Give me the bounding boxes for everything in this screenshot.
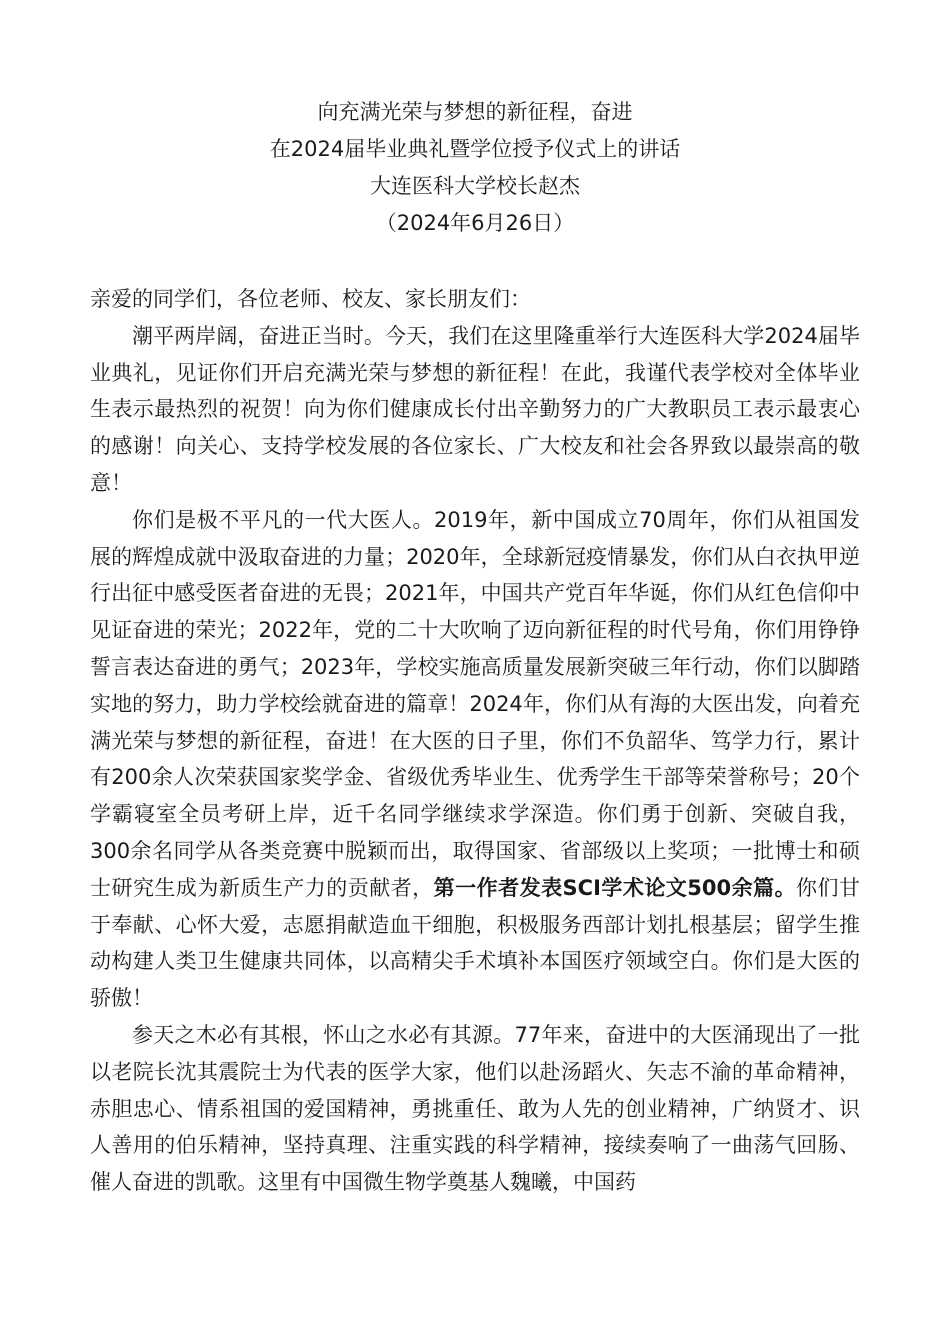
paragraph-1: 潮平两岸阔，奋进正当时。今天，我们在这里隆重举行大连医科大学2024届毕业典礼，见证你们开启充满光荣与梦想的新征程！在此，我谨代表学校对全体毕业生表示最热烈的祝贺！向为你们健康成长付出辛勤努力的广大教职员工表示最衷心的感谢！向关心、支持学校发展的各位家长、广大校友和社会各界致以最崇高的敬意！ xyxy=(90,323,860,495)
speech-date: （2024年6月26日） xyxy=(375,211,575,235)
paragraph-2 xyxy=(90,502,860,1017)
paragraph-3: 参天之木必有其根，怀山之水必有其源。77年来，奋进中的大医涌现出了一批以老院长沈其震院士为代表的医学大家，他们以赴汤蹈火、矢志不渝的革命精神，赤胆忠心、情系祖国的爱国精神，勇挑重任、敢为人先的创业精神，广纳贤才、识人善用的伯乐精神，坚持真理、注重实践的科学精神，接续奏响了一曲荡气回肠、催人奋进的凯歌。这里有中国微生物学奠基人魏曦，中国药 xyxy=(90,1022,860,1195)
speaker-name: 大连医科大学校长赵杰 xyxy=(370,174,580,198)
speech-title: 向充满光荣与梦想的新征程，奋进 xyxy=(317,100,633,124)
speech-header xyxy=(0,94,950,242)
paragraph-2-text-b: 你们甘于奉献、心怀大爱，志愿捐献造血干细胞，积极服务西部计划扎根基层；留学生推动构建人类卫生健康共同体，以高精尖手术填补本国医疗领域空白。你们是大医的骄傲！ xyxy=(90,875,861,1011)
paragraph-2-bold-text: 第一作者发表SCI学术论文500余篇。 xyxy=(433,875,797,900)
speech-body xyxy=(90,281,860,1201)
greeting: 亲爱的同学们，各位老师、校友、家长朋友们： xyxy=(90,287,531,311)
paragraph-2-text-a: 你们是极不平凡的一代大医人。2019年，新中国成立70周年，你们从祖国发展的辉煌成就中汲取奋进的力量；2020年，全球新冠疫情暴发，你们从白衣执甲逆行出征中感受医者奋进的无畏；2021年，中国共产党百年华诞，你们从红色信仰中见证奋进的荣光；2022年，党的二十大吹响了迈向新征程的时代号角，你们用铮铮誓言表达奋进的勇气；2023年，学校实施高质量发展新突破三年行动，你们以脚踏实地的努力，助力学校绘就奋进的篇章！2024年，你们从有海的大医出发，向着充满光荣与梦想的新征程，奋进！在大医的日子里，你们不负韶华、笃学力行，累计有200余人次荣获国家奖学金、省级优秀毕业生、优秀学生干部等荣誉称号；20个学霸寝室全员考研上岸，近千名同学继续求学深造。你们勇于创新、突破自我，300余名同学从各类竞赛中脱颖而出，取得国家、省部级以上奖项；一批博士和硕士研究生成为新质生产力的贡献者， xyxy=(90,507,860,900)
speech-subtitle: 在2024届毕业典礼暨学位授予仪式上的讲话 xyxy=(269,137,681,161)
